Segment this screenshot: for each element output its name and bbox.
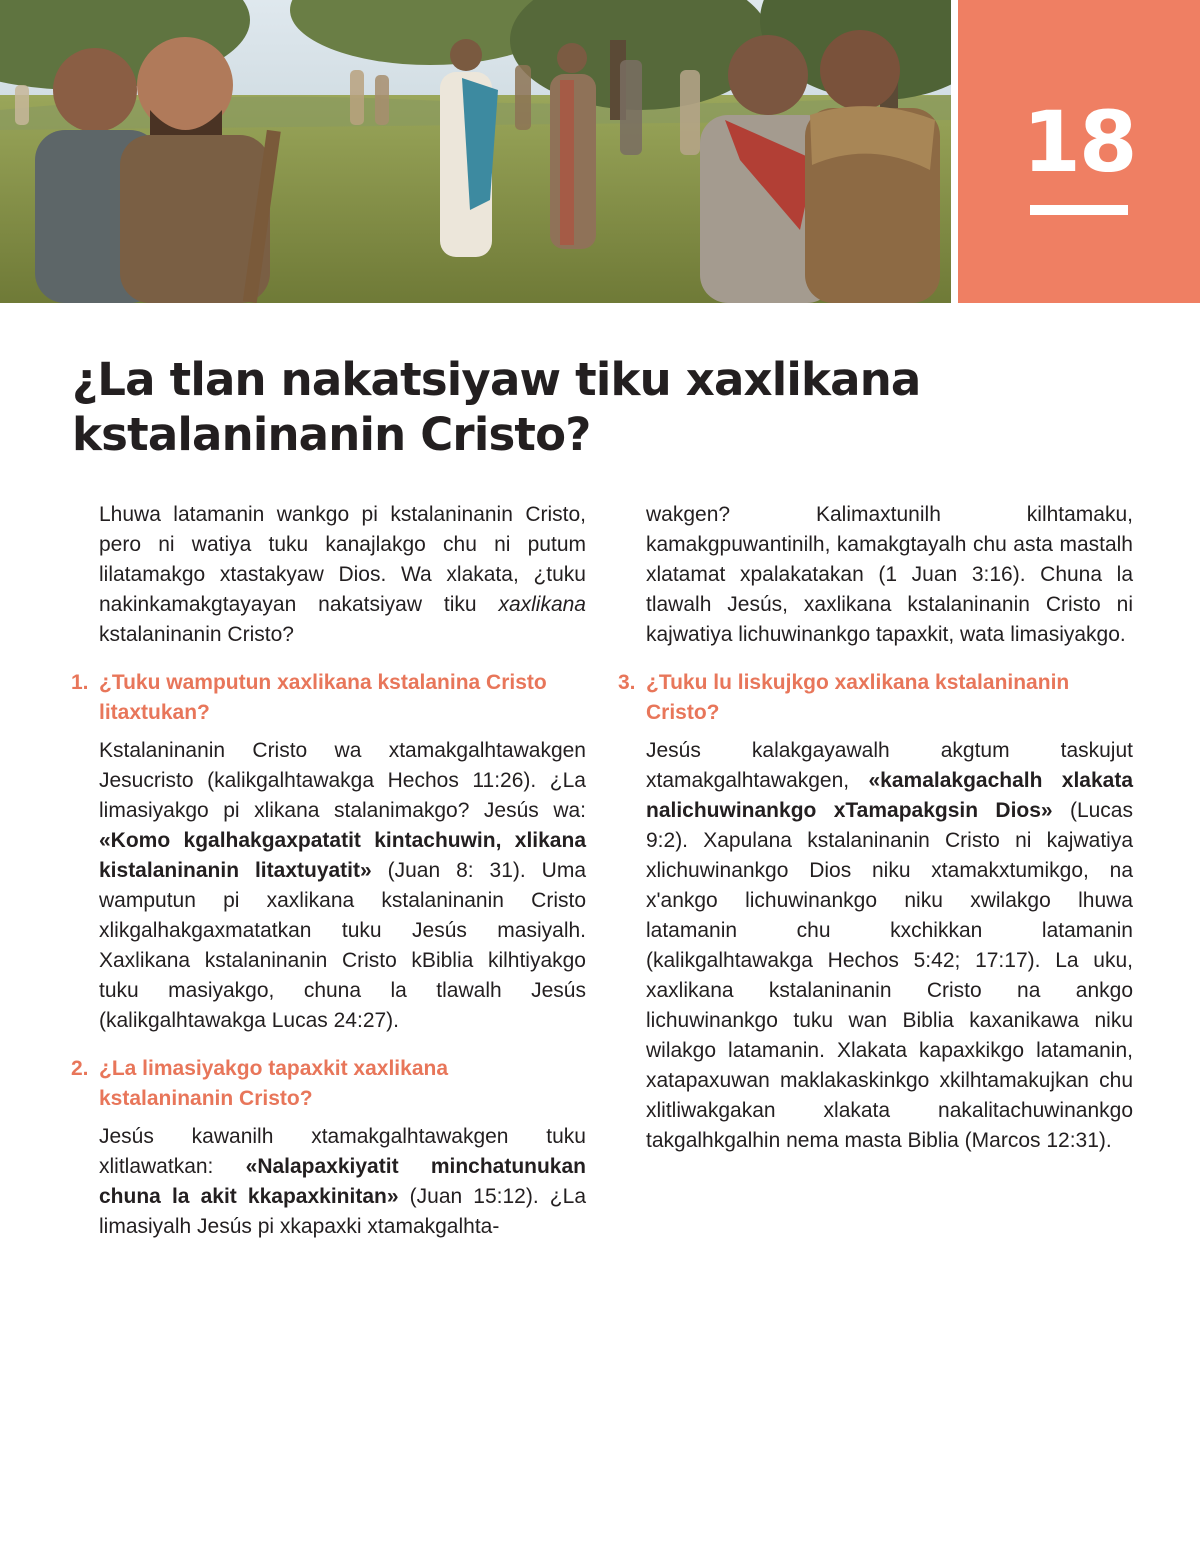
question-number-3: 3.: [618, 671, 636, 694]
question-heading-3: [618, 668, 1133, 728]
answer-3-text-end: (Lucas 9:2). Xapulana kstalaninanin Cristo ni kajwatiya xlichuwinankgo Dios niku xtamakxtumikgo, na x'ankgo lichuwinankgo niku xwilakgo lhuwa latamanin chu kxchikkan latamanin (kalikgalhtawakga Hechos 5:42; 17:17). La uku, xaxlikana kstalaninanin Cristo na ankgo lichuwinankgo tuku wan Biblia kaxanikawa niku wilakgo latamanin. Xlakata kapaxkikgo latamanin, xatapaxuwan maklakaskinkgo xkilhtamakujkan chu xlitliwakgakan xlakata nakalitachuwinankgo takgalhkgalhin nema masta Biblia (Marcos 12:31).: [646, 799, 1133, 1152]
page-title: ¿La tlan nakatsiyaw tiku xaxlikana kstalaninanin Cristo?: [72, 353, 921, 461]
text-column-right: [618, 500, 1133, 1174]
answer-1-text-end: (Juan 8: 31). Uma wamputun pi xaxlikana kstalaninanin Cristo xlikgalhakgaxmatatkan tuku Jesús masiyalh. Xaxlikana kstalaninanin Cristo kBiblia kilhtiyakgo tuku masiyakgo, chuna la tlawalh Jesús (kalikgalhtawakga Lucas 24:27).: [99, 859, 587, 1032]
answer-1-quote: «Komo kgalhakgaxpatatit kintachuwin, xlikana kistalaninanin litaxtuyatit»: [99, 829, 586, 882]
question-heading-1: [71, 668, 586, 728]
answer-paragraph-3: [646, 736, 1133, 1156]
intro-emphasis: xaxlikana: [498, 593, 586, 616]
text-column-left: [71, 500, 587, 1260]
answer-3-quote: «kamalakgachalh xlakata nalichuwinankgo xTamapakgsin Dios»: [646, 769, 1133, 822]
disciples-scene-image: [0, 0, 951, 303]
lesson-number-underline: [1030, 205, 1128, 215]
lesson-number: 18: [1022, 93, 1136, 191]
intro-text-end: kstalaninanin Cristo?: [99, 623, 294, 646]
answer-2-text: Jesús kawanilh xtamakgalhtawakgen tuku xlitlawatkan:: [99, 1125, 586, 1178]
answer-3-text: Jesús kalakgayawalh akgtum taskujut xtamakgalhtawakgen,: [646, 739, 1133, 792]
intro-text: Lhuwa latamanin wankgo pi kstalaninanin Cristo, pero ni watiya tuku kanajlakgo chu ni putum lilatamakgo xtastakyaw Dios. Wa xlakata, ¿tuku nakinkamakgtayayan nakatsiyaw tiku: [99, 503, 586, 616]
answer-2-text-col2: wakgen? Kalimaxtunilh kilhtamaku, kamakgpuwantinilh, kamakgtayalh chu asta mastalh xlatamat xpalakatakan (1 Juan 3:16). Chuna la tlawalh Jesús, xaxlikana kstalaninanin Cristo ni kajwatiya lichuwinankgo tapaxkit, wata limasiyakgo.: [646, 503, 1133, 646]
answer-paragraph-2-part2: [646, 500, 1133, 650]
question-number-2: 2.: [71, 1057, 89, 1080]
question-text-3: ¿Tuku lu liskujkgo xaxlikana kstalaninanin Cristo?: [646, 671, 1070, 724]
header-illustration: [0, 0, 951, 303]
answer-paragraph-1: [99, 736, 586, 1036]
intro-paragraph: [99, 500, 586, 650]
question-heading-2: [71, 1054, 586, 1114]
answer-2-text-col1: (Juan 15:12). ¿La limasiyalh Jesús pi xkapaxki xtamakgalhta-: [99, 1185, 586, 1238]
question-text-2: ¿La limasiyakgo tapaxkit xaxlikana kstalaninanin Cristo?: [99, 1057, 449, 1110]
lesson-number-box: [958, 0, 1200, 303]
answer-2-quote: «Nalapaxkiyatit minchatunukan chuna la akit kkapaxkinitan»: [99, 1155, 586, 1208]
answer-1-text: Kstalaninanin Cristo wa xtamakgalhtawakgen Jesucristo (kalikgalhtawakga Hechos 11:26). ¿La limasiyakgo pi xlikana stalanimakgo? Jesús wa:: [99, 739, 586, 822]
question-number-1: 1.: [71, 671, 89, 694]
question-text-1: ¿Tuku wamputun xaxlikana kstalanina Cristo litaxtukan?: [99, 671, 547, 724]
answer-paragraph-2-part1: [99, 1122, 586, 1242]
